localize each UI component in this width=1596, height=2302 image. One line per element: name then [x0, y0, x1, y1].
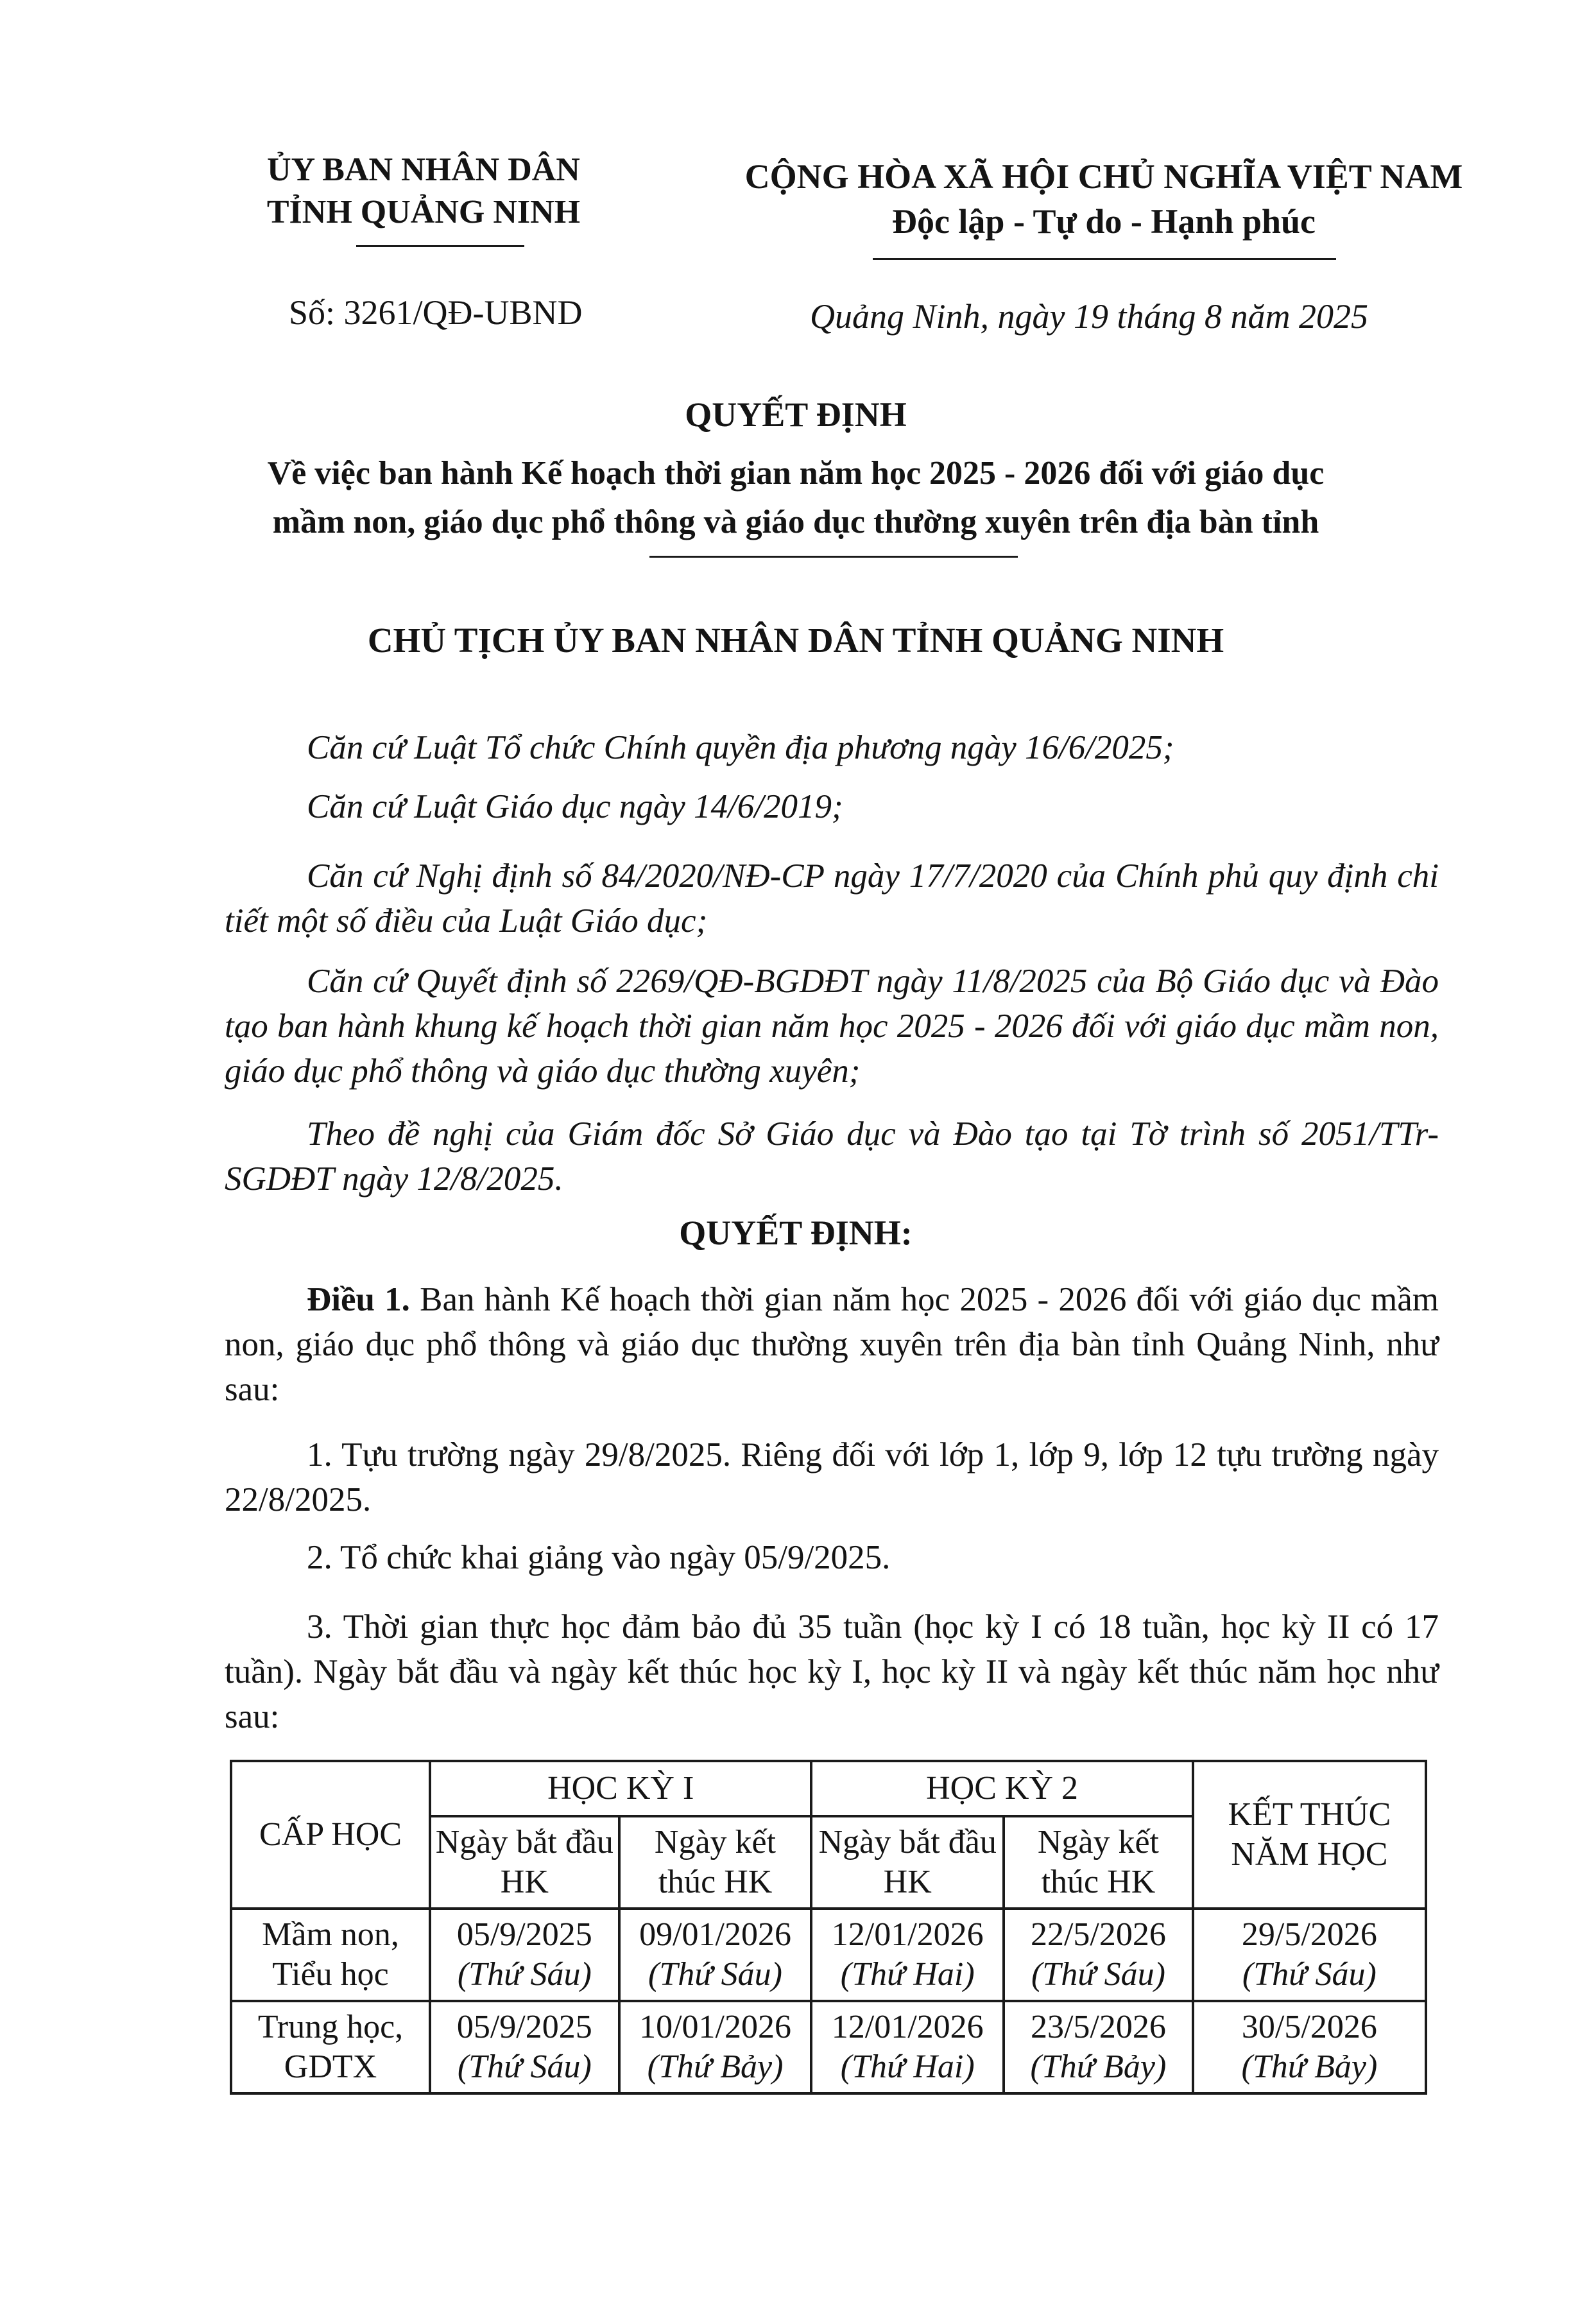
- cell-weekday: (Thứ Bảy): [1241, 2049, 1378, 2085]
- cell: [1193, 1909, 1426, 2001]
- basis-4: Căn cứ Quyết định số 2269/QĐ-BGDĐT ngày 11/8/2025 của Bộ Giáo dục và Đào tạo ban hành khung kế hoạch thời gian năm học 2025 - 2026 đối với giáo dục mầm non, giáo dục phổ thông và giáo dục thường xuyên;: [225, 963, 1439, 1090]
- cell: [1004, 1909, 1193, 2001]
- cell: [430, 1909, 619, 2001]
- issuer-underline: [356, 245, 524, 247]
- cell-weekday: (Thứ Bảy): [647, 2049, 784, 2085]
- table-row: [231, 2001, 1426, 2093]
- cell: [811, 1909, 1004, 2001]
- header-hk1: HỌC KỲ I: [430, 1761, 811, 1816]
- article-1: [225, 1277, 1439, 1412]
- article-1-item-2: 2. Tổ chức khai giảng vào ngày 05/9/2025.: [307, 1539, 891, 1576]
- issuer-line2: TỈNH QUẢNG NINH: [266, 194, 581, 230]
- cell: [619, 2001, 812, 2093]
- basis-5: Theo đề nghị của Giám đốc Sở Giáo dục và Đào tạo tại Tờ trình số 2051/TTr-SGDĐT ngày 12/8/2025.: [225, 1115, 1439, 1198]
- header-hk2: HỌC KỲ 2: [811, 1761, 1192, 1816]
- article-1-label: Điều 1.: [307, 1281, 410, 1318]
- article-1-text: Ban hành Kế hoạch thời gian năm học 2025 - 2026 đối với giáo dục mầm non, giáo dục phổ thông và giáo dục thường xuyên trên địa bàn tỉnh Quảng Ninh, như sau:: [225, 1281, 1439, 1408]
- cell-date: 10/01/2026: [639, 2009, 791, 2045]
- basis-1: Căn cứ Luật Tổ chức Chính quyền địa phương ngày 16/6/2025;: [307, 729, 1174, 766]
- header-hk1-start: Ngày bắt đầu HK: [430, 1816, 619, 1909]
- cell-date: 12/01/2026: [831, 2009, 984, 2045]
- basis-2: Căn cứ Luật Giáo dục ngày 14/6/2019;: [307, 788, 843, 825]
- cell-date: 23/5/2026: [1030, 2009, 1166, 2045]
- cell: [1193, 2001, 1426, 2093]
- cell-date: 22/5/2026: [1030, 1916, 1166, 1953]
- cell-date: 12/01/2026: [831, 1916, 984, 1953]
- country-name: CỘNG HÒA XÃ HỘI CHỦ NGHĨA VIỆT NAM: [744, 157, 1463, 196]
- subtitle-underline: [649, 556, 1018, 558]
- motto: Độc lập - Tự do - Hạnh phúc: [891, 202, 1316, 241]
- cell: [811, 2001, 1004, 2093]
- article-1-item-1: 1. Tựu trường ngày 29/8/2025. Riêng đối với lớp 1, lớp 9, lớp 12 tựu trường ngày 22/8/2025.: [225, 1436, 1439, 1518]
- cell-date: 05/9/2025: [456, 2009, 592, 2045]
- cell-weekday: (Thứ Sáu): [1031, 1956, 1165, 1993]
- schedule-table: [230, 1760, 1427, 2095]
- cell-weekday: (Thứ Sáu): [1242, 1956, 1377, 1993]
- row-level: Mầm non, Tiểu học: [231, 1909, 430, 2001]
- cell-date: 05/9/2025: [456, 1916, 592, 1953]
- header-level: CẤP HỌC: [231, 1761, 430, 1909]
- document-subtitle: [193, 449, 1399, 547]
- cell-date: 09/01/2026: [639, 1916, 791, 1953]
- document-title: QUYẾT ĐỊNH: [685, 395, 907, 434]
- article-1-item-3: 3. Thời gian thực học đảm bảo đủ 35 tuần (học kỳ I có 18 tuần, học kỳ II có 17 tuần). Ngày bắt đầu và ngày kết thúc học kỳ I, học kỳ II và ngày kết thúc năm học như sau:: [225, 1608, 1439, 1735]
- basis-3: Căn cứ Nghị định số 84/2020/NĐ-CP ngày 17/7/2020 của Chính phủ quy định chi tiết một số điều của Luật Giáo dục;: [225, 857, 1439, 940]
- header-hk2-end: Ngày kết thúc HK: [1004, 1816, 1193, 1909]
- row-level: Trung học, GDTX: [231, 2001, 430, 2093]
- cell-weekday: (Thứ Sáu): [648, 1956, 782, 1993]
- cell-date: 30/5/2026: [1241, 2009, 1377, 2045]
- issuer-block: [231, 149, 616, 234]
- cell-weekday: (Thứ Hai): [840, 2049, 975, 2085]
- cell-weekday: (Thứ Bảy): [1030, 2049, 1167, 2085]
- cell-weekday: (Thứ Hai): [840, 1956, 975, 1993]
- cell: [1004, 2001, 1193, 2093]
- table-header-row: [231, 1761, 1426, 1816]
- header-hk1-end: Ngày kết thúc HK: [619, 1816, 812, 1909]
- header-year-end: KẾT THÚC NĂM HỌC: [1193, 1761, 1426, 1909]
- issuer-line1: ỦY BAN NHÂN DÂN: [267, 151, 580, 188]
- document-number: Số: 3261/QĐ-UBND: [289, 293, 583, 332]
- cell-weekday: (Thứ Sáu): [457, 1956, 592, 1993]
- table-row: [231, 1909, 1426, 2001]
- subtitle-line2: mầm non, giáo dục phổ thông và giáo dục thường xuyên trên địa bàn tỉnh: [272, 504, 1319, 540]
- cell: [619, 1909, 812, 2001]
- decision-heading: QUYẾT ĐỊNH:: [679, 1214, 913, 1252]
- motto-underline: [873, 258, 1336, 260]
- cell-weekday: (Thứ Sáu): [457, 2049, 592, 2085]
- subtitle-line1: Về việc ban hành Kế hoạch thời gian năm học 2025 - 2026 đối với giáo dục: [267, 455, 1325, 492]
- cell-date: 29/5/2026: [1241, 1916, 1377, 1953]
- header-hk2-start: Ngày bắt đầu HK: [811, 1816, 1004, 1909]
- authority-heading: CHỦ TỊCH ỦY BAN NHÂN DÂN TỈNH QUẢNG NINH: [367, 621, 1224, 660]
- place-date: Quảng Ninh, ngày 19 tháng 8 năm 2025: [810, 297, 1368, 336]
- national-motto-block: [719, 154, 1489, 244]
- cell: [430, 2001, 619, 2093]
